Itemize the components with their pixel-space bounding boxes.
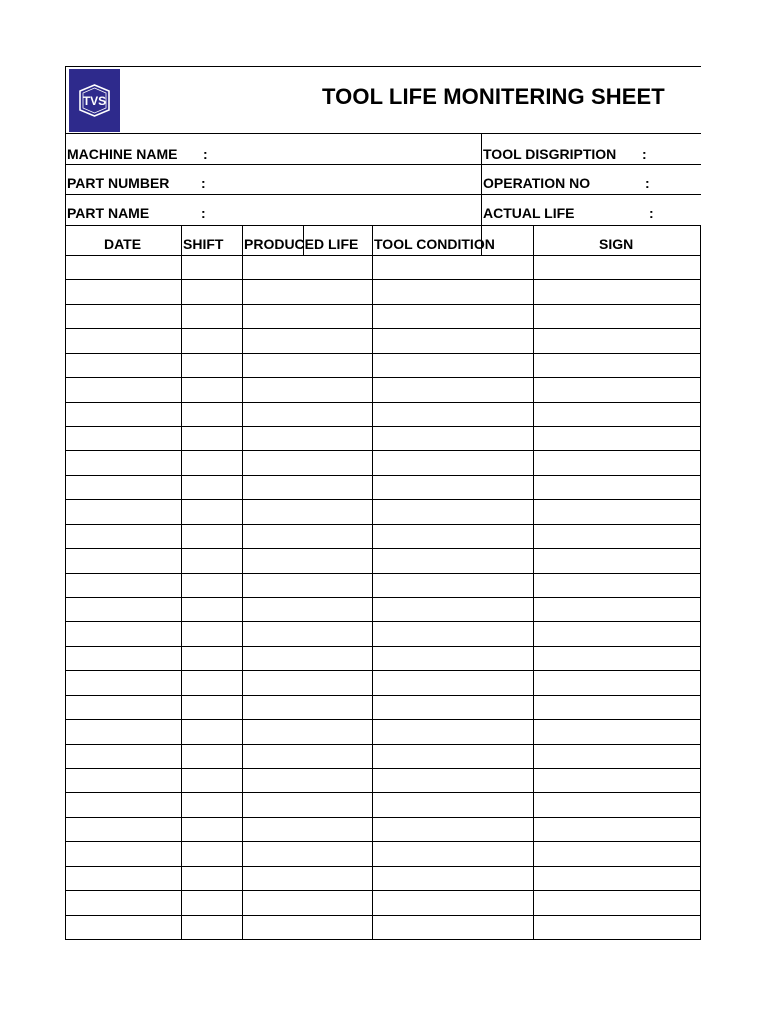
produced-life-cell[interactable] <box>243 403 372 426</box>
shift-cell[interactable] <box>182 598 242 621</box>
produced-life-cell[interactable] <box>243 427 372 450</box>
tool-condition-cell[interactable] <box>373 696 533 719</box>
sign-cell[interactable] <box>534 867 700 890</box>
sign-cell[interactable] <box>534 427 700 450</box>
tool-condition-cell[interactable] <box>373 305 533 328</box>
shift-cell[interactable] <box>182 745 242 768</box>
sign-cell[interactable] <box>534 818 700 841</box>
produced-life-cell[interactable] <box>243 476 372 499</box>
shift-cell[interactable] <box>182 354 242 377</box>
produced-life-cell[interactable] <box>243 916 372 939</box>
shift-cell[interactable] <box>182 256 242 279</box>
header-divider <box>65 133 701 134</box>
produced-life-cell[interactable] <box>243 696 372 719</box>
tool-description-label: TOOL DISGRIPTION <box>483 146 617 162</box>
shift-cell[interactable] <box>182 378 242 402</box>
tvs-logo <box>69 69 120 132</box>
part-name-field[interactable] <box>212 195 480 224</box>
produced-life-cell[interactable] <box>243 745 372 768</box>
tool-condition-cell[interactable] <box>373 793 533 817</box>
shift-cell[interactable] <box>182 500 242 524</box>
date-cell[interactable] <box>66 745 181 768</box>
tool-condition-cell[interactable] <box>373 647 533 670</box>
date-cell[interactable] <box>66 525 181 548</box>
date-cell[interactable] <box>66 574 181 597</box>
produced-life-cell[interactable] <box>243 329 372 353</box>
table-row-line <box>65 939 701 940</box>
date-cell[interactable] <box>66 647 181 670</box>
tool-condition-cell[interactable] <box>373 280 533 304</box>
sign-cell[interactable] <box>534 842 700 866</box>
shift-cell[interactable] <box>182 525 242 548</box>
produced-life-cell[interactable] <box>243 622 372 646</box>
shift-cell[interactable] <box>182 574 242 597</box>
sign-cell[interactable] <box>534 354 700 377</box>
tool-condition-cell[interactable] <box>373 769 533 792</box>
produced-life-cell[interactable] <box>243 598 372 621</box>
date-cell[interactable] <box>66 622 181 646</box>
produced-life-cell[interactable] <box>243 500 372 524</box>
right-border <box>700 226 701 940</box>
tool-condition-cell[interactable] <box>373 500 533 524</box>
shift-cell[interactable] <box>182 329 242 353</box>
produced-life-cell[interactable] <box>243 720 372 744</box>
sign-cell[interactable] <box>534 916 700 939</box>
produced-life-cell[interactable] <box>243 793 372 817</box>
tool-condition-cell[interactable] <box>373 598 533 621</box>
sign-cell[interactable] <box>534 769 700 792</box>
shift-cell[interactable] <box>182 280 242 304</box>
operation-no-field[interactable] <box>652 165 699 193</box>
produced-life-cell[interactable] <box>243 891 372 915</box>
tool-condition-cell[interactable] <box>373 476 533 499</box>
date-cell[interactable] <box>66 671 181 695</box>
tool-condition-cell[interactable] <box>373 451 533 475</box>
tool-condition-cell[interactable] <box>373 916 533 939</box>
date-cell[interactable] <box>66 793 181 817</box>
sign-cell[interactable] <box>534 476 700 499</box>
shift-cell[interactable] <box>182 769 242 792</box>
tool-description-colon: : <box>642 146 647 162</box>
produced-life-cell[interactable] <box>243 305 372 328</box>
machine-name-colon: : <box>203 146 208 162</box>
sign-cell[interactable] <box>534 500 700 524</box>
tool-condition-cell[interactable] <box>373 427 533 450</box>
actual-life-colon: : <box>649 205 654 221</box>
sign-cell[interactable] <box>534 403 700 426</box>
operation-no-colon: : <box>645 175 650 191</box>
column-header-date: DATE <box>104 236 142 252</box>
date-cell[interactable] <box>66 769 181 792</box>
produced-life-cell[interactable] <box>243 574 372 597</box>
date-cell[interactable] <box>66 378 181 402</box>
shift-cell[interactable] <box>182 916 242 939</box>
sign-cell[interactable] <box>534 647 700 670</box>
sign-cell[interactable] <box>534 549 700 573</box>
sign-cell[interactable] <box>534 280 700 304</box>
sign-cell[interactable] <box>534 574 700 597</box>
produced-life-cell[interactable] <box>243 842 372 866</box>
tool-condition-cell[interactable] <box>373 622 533 646</box>
operation-no-label: OPERATION NO <box>483 175 591 191</box>
sign-cell[interactable] <box>534 720 700 744</box>
tool-condition-cell[interactable] <box>373 403 533 426</box>
produced-life-cell[interactable] <box>243 647 372 670</box>
shift-cell[interactable] <box>182 403 242 426</box>
machine-name-field[interactable] <box>212 135 480 163</box>
page-title: TOOL LIFE MONITERING SHEET <box>322 84 665 109</box>
shift-cell[interactable] <box>182 793 242 817</box>
sign-cell[interactable] <box>534 793 700 817</box>
shift-cell[interactable] <box>182 818 242 841</box>
tool-condition-cell[interactable] <box>373 329 533 353</box>
produced-life-cell[interactable] <box>243 280 372 304</box>
tool-condition-cell[interactable] <box>373 549 533 573</box>
table-column-line <box>303 226 304 255</box>
date-cell[interactable] <box>66 598 181 621</box>
sign-cell[interactable] <box>534 305 700 328</box>
shift-cell[interactable] <box>182 867 242 890</box>
date-cell[interactable] <box>66 256 181 279</box>
actual-life-label: ACTUAL LIFE <box>483 205 575 221</box>
produced-life-cell[interactable] <box>243 549 372 573</box>
shift-cell[interactable] <box>182 842 242 866</box>
column-header-tool-condition: TOOL CONDITION <box>374 236 495 252</box>
sign-cell[interactable] <box>534 525 700 548</box>
tool-condition-cell[interactable] <box>373 891 533 915</box>
tool-condition-cell[interactable] <box>373 842 533 866</box>
produced-life-cell[interactable] <box>243 867 372 890</box>
date-cell[interactable] <box>66 842 181 866</box>
tool-description-field[interactable] <box>650 135 699 163</box>
tool-condition-cell[interactable] <box>373 525 533 548</box>
date-cell[interactable] <box>66 916 181 939</box>
sign-cell[interactable] <box>534 696 700 719</box>
tool-condition-cell[interactable] <box>373 720 533 744</box>
sign-cell[interactable] <box>534 598 700 621</box>
date-cell[interactable] <box>66 403 181 426</box>
sign-cell[interactable] <box>534 256 700 279</box>
produced-life-cell[interactable] <box>243 769 372 792</box>
produced-life-cell[interactable] <box>243 818 372 841</box>
sign-cell[interactable] <box>534 329 700 353</box>
shift-cell[interactable] <box>182 622 242 646</box>
shift-cell[interactable] <box>182 696 242 719</box>
date-cell[interactable] <box>66 891 181 915</box>
produced-life-cell[interactable] <box>243 525 372 548</box>
date-cell[interactable] <box>66 720 181 744</box>
produced-life-cell[interactable] <box>243 451 372 475</box>
column-header-produced-life: PRODUCED LIFE <box>244 236 359 252</box>
date-cell[interactable] <box>66 329 181 353</box>
date-cell[interactable] <box>66 476 181 499</box>
shift-cell[interactable] <box>182 720 242 744</box>
date-cell[interactable] <box>66 354 181 377</box>
shift-cell[interactable] <box>182 891 242 915</box>
part-number-label: PART NUMBER <box>67 175 170 191</box>
date-cell[interactable] <box>66 451 181 475</box>
part-name-colon: : <box>201 205 206 221</box>
part-number-colon: : <box>201 175 206 191</box>
date-cell[interactable] <box>66 696 181 719</box>
sign-cell[interactable] <box>534 891 700 915</box>
shift-cell[interactable] <box>182 305 242 328</box>
tool-condition-cell[interactable] <box>373 671 533 695</box>
sign-cell[interactable] <box>534 622 700 646</box>
tool-condition-cell[interactable] <box>373 745 533 768</box>
shift-cell[interactable] <box>182 427 242 450</box>
tool-condition-cell[interactable] <box>373 354 533 377</box>
column-header-shift: SHIFT <box>183 236 224 252</box>
shift-cell[interactable] <box>182 451 242 475</box>
date-cell[interactable] <box>66 305 181 328</box>
tool-condition-cell[interactable] <box>373 867 533 890</box>
sign-cell[interactable] <box>534 671 700 695</box>
sign-cell[interactable] <box>534 745 700 768</box>
date-cell[interactable] <box>66 280 181 304</box>
sign-cell[interactable] <box>534 378 700 402</box>
tool-condition-cell[interactable] <box>373 378 533 402</box>
actual-life-field[interactable] <box>656 195 699 224</box>
date-cell[interactable] <box>66 500 181 524</box>
produced-life-cell[interactable] <box>243 378 372 402</box>
shift-cell[interactable] <box>182 549 242 573</box>
info-divider-3 <box>65 225 701 226</box>
machine-name-label: MACHINE NAME <box>67 146 178 162</box>
top-border <box>65 66 701 67</box>
produced-life-cell[interactable] <box>243 256 372 279</box>
part-name-label: PART NAME <box>67 205 150 221</box>
shift-cell[interactable] <box>182 476 242 499</box>
shift-cell[interactable] <box>182 647 242 670</box>
date-cell[interactable] <box>66 818 181 841</box>
date-cell[interactable] <box>66 549 181 573</box>
sign-cell[interactable] <box>534 451 700 475</box>
tool-condition-cell[interactable] <box>373 256 533 279</box>
logo-text: TVS <box>82 94 107 108</box>
column-header-sign: SIGN <box>599 236 634 252</box>
produced-life-cell[interactable] <box>243 354 372 377</box>
tool-condition-cell[interactable] <box>373 818 533 841</box>
tool-condition-cell[interactable] <box>373 574 533 597</box>
produced-life-cell[interactable] <box>243 671 372 695</box>
date-cell[interactable] <box>66 867 181 890</box>
part-number-field[interactable] <box>212 165 480 193</box>
shift-cell[interactable] <box>182 671 242 695</box>
date-cell[interactable] <box>66 427 181 450</box>
